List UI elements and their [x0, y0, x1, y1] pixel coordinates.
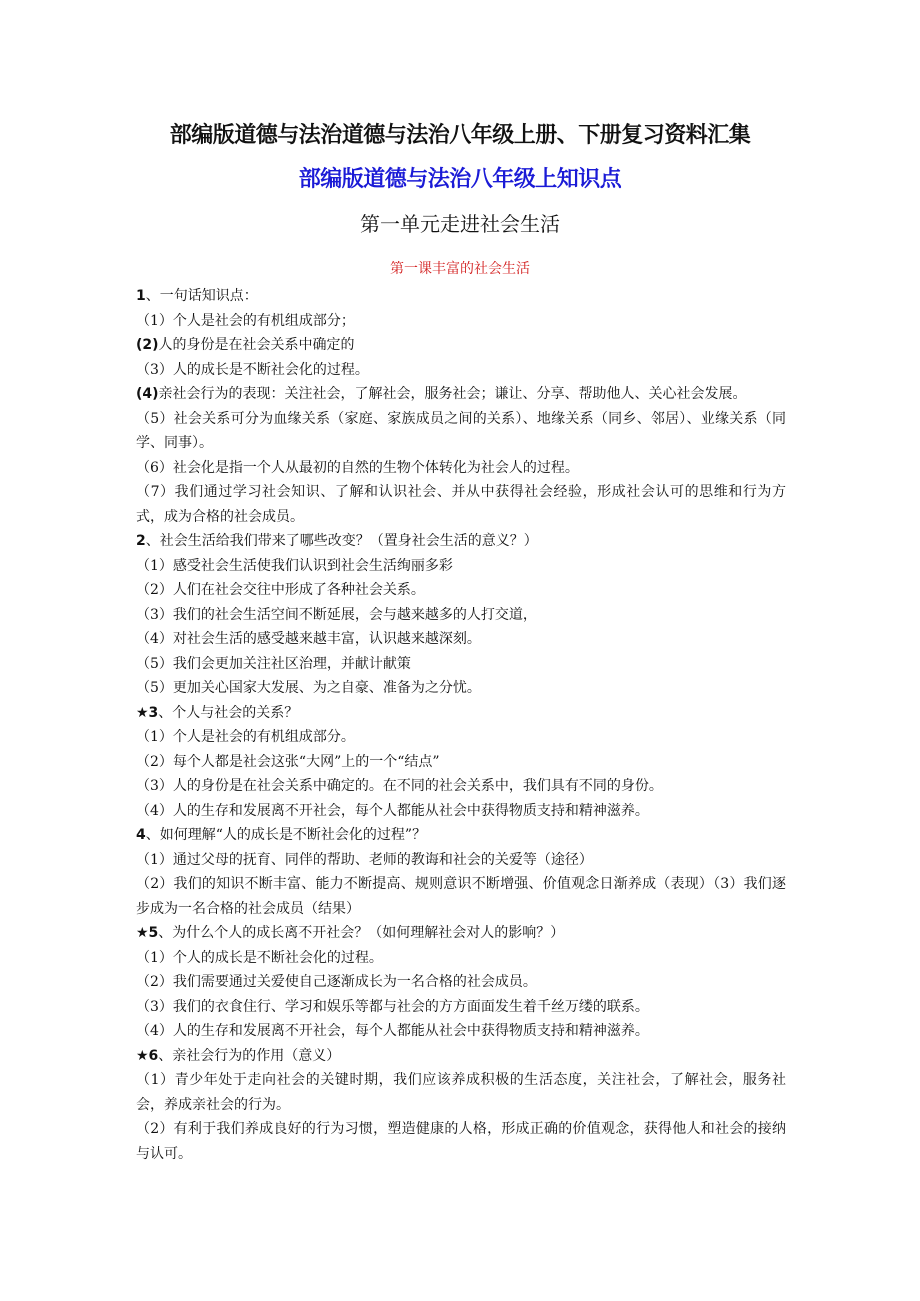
list-item — [136, 382, 786, 407]
section-number: 2 — [136, 533, 146, 549]
section-text: 、为什么个人的成长离不开社会？（如何理解社会对人的影响？） — [158, 925, 565, 941]
list-item — [136, 407, 786, 456]
section-text: 、如何理解“人的成长是不断社会化的过程”？ — [145, 827, 427, 843]
list-item-text: （5）社会关系可分为血缘关系（家庭、家族成员之间的关系）、地缘关系（同乡、邻居）、业缘关系（同学、同事）。 — [136, 410, 786, 451]
section-heading — [136, 284, 786, 309]
list-item — [136, 970, 786, 995]
list-item — [136, 750, 786, 775]
list-item — [136, 358, 786, 383]
list-item — [136, 872, 786, 921]
list-item-text: （2）我们的知识不断丰富、能力不断提高、规则意识不断增强、价值观念日渐养成（表现）（3）我们逐步成为一名合格的社会成员（结果） — [136, 876, 786, 917]
document-subtitle: 部编版道德与法治八年级上知识点 — [298, 167, 622, 192]
list-item — [136, 333, 786, 358]
list-item — [136, 554, 786, 579]
section-heading — [136, 701, 786, 726]
section-number: ★6 — [136, 1047, 159, 1064]
list-item-text: 人的身份是在社会关系中确定的 — [158, 337, 355, 353]
list-item — [136, 578, 786, 603]
list-item-text: （5）更加关心国家大发展、为之自豪、准备为之分忧。 — [136, 680, 481, 696]
section-number: ★3 — [136, 704, 159, 721]
list-item — [136, 1117, 786, 1166]
list-item-text: （1）感受社会生活使我们认识到社会生活绚丽多彩 — [136, 557, 453, 574]
section-number: 4 — [136, 827, 146, 843]
section-number: ★5 — [136, 925, 159, 941]
list-item-text: （1）个人是社会的有机组成部分； — [136, 312, 355, 329]
list-item — [136, 627, 786, 652]
list-item — [136, 309, 786, 334]
list-item-text: 亲社会行为的表现：关注社会，了解社会，服务社会；谦让、分享、帮助他人、关心社会发展。 — [158, 386, 747, 402]
list-item-text: （1）个人是社会的有机组成部分。 — [136, 729, 355, 745]
list-item — [136, 480, 786, 529]
list-item-text: （4）人的生存和发展离不开社会，每个人都能从社会中获得物质支持和精神滋养。 — [136, 1023, 649, 1039]
list-item — [136, 946, 786, 971]
document-title: 部编版道德与法治道德与法治八年级上册、下册复习资料汇集 — [169, 123, 751, 148]
section-text: 、亲社会行为的作用（意义） — [158, 1047, 341, 1064]
section-text: 、个人与社会的关系？ — [158, 704, 299, 721]
list-item-text: （1）通过父母的抚育、同伴的帮助、老师的教诲和社会的关爱等（途径） — [136, 851, 593, 868]
list-item-text: （7）我们通过学习社会知识、了解和认识社会、并从中获得社会经验，形成社会认可的思维和行为方式，成为合格的社会成员。 — [136, 484, 786, 525]
list-item — [136, 848, 786, 873]
list-item — [136, 1019, 786, 1044]
list-item-text: （4）对社会生活的感受越来越丰富，认识越来越深刻。 — [136, 631, 481, 647]
unit-heading: 第一单元走进社会生活 — [360, 212, 560, 236]
list-item-text: （2）我们需要通过关爱使自己逐渐成长为一名合格的社会成员。 — [136, 974, 537, 990]
section-heading — [136, 1044, 786, 1069]
list-item-text: （2）人们在社会交往中形成了各种社会关系。 — [136, 582, 425, 598]
section-heading — [136, 921, 786, 946]
list-item — [136, 995, 786, 1020]
list-item-text: （2）每个人都是社会这张“大网”上的一个“结点” — [136, 753, 440, 770]
list-item-text: （3）人的身份是在社会关系中确定的。在不同的社会关系中，我们具有不同的身份。 — [136, 778, 663, 794]
list-item — [136, 774, 786, 799]
list-item-text: （2）有利于我们养成良好的行为习惯，塑造健康的人格，形成正确的价值观念，获得他人和社会的接纳与认可。 — [136, 1121, 786, 1162]
item-number: (2) — [136, 337, 159, 353]
section-number: 1 — [136, 288, 146, 304]
list-item — [136, 799, 786, 824]
list-item-text: （5）我们会更加关注社区治理，并献计献策 — [136, 655, 411, 672]
list-item-text: （6）社会化是指一个人从最初的自然的生物个体转化为社会人的过程。 — [136, 459, 579, 476]
item-number: (4) — [136, 386, 159, 402]
list-item-text: （1）青少年处于走向社会的关键时期，我们应该养成积极的生活态度，关注社会，了解社会，服务社会，养成亲社会的行为。 — [136, 1072, 786, 1113]
knowledge-points — [136, 284, 786, 1166]
list-item-text: （3）人的成长是不断社会化的过程。 — [136, 361, 369, 378]
section-text: 、社会生活给我们带来了哪些改变？（置身社会生活的意义？） — [145, 533, 538, 549]
list-item-text: （3）我们的衣食住行、学习和娱乐等都与社会的方方面面发生着千丝万缕的联系。 — [136, 998, 649, 1015]
section-heading — [136, 529, 786, 554]
list-item-text: （4）人的生存和发展离不开社会，每个人都能从社会中获得物质支持和精神滋养。 — [136, 802, 649, 819]
list-item — [136, 456, 786, 481]
lesson-heading: 第一课丰富的社会生活 — [390, 261, 530, 277]
list-item — [136, 676, 786, 701]
list-item — [136, 1068, 786, 1117]
list-item-text: （3）我们的社会生活空间不断延展，会与越来越多的人打交道， — [136, 606, 537, 623]
list-item — [136, 603, 786, 628]
list-item-text: （1）个人的成长是不断社会化的过程。 — [136, 949, 383, 966]
section-text: 、一句话知识点： — [145, 288, 258, 304]
section-heading — [136, 823, 786, 848]
list-item — [136, 725, 786, 750]
list-item — [136, 652, 786, 677]
